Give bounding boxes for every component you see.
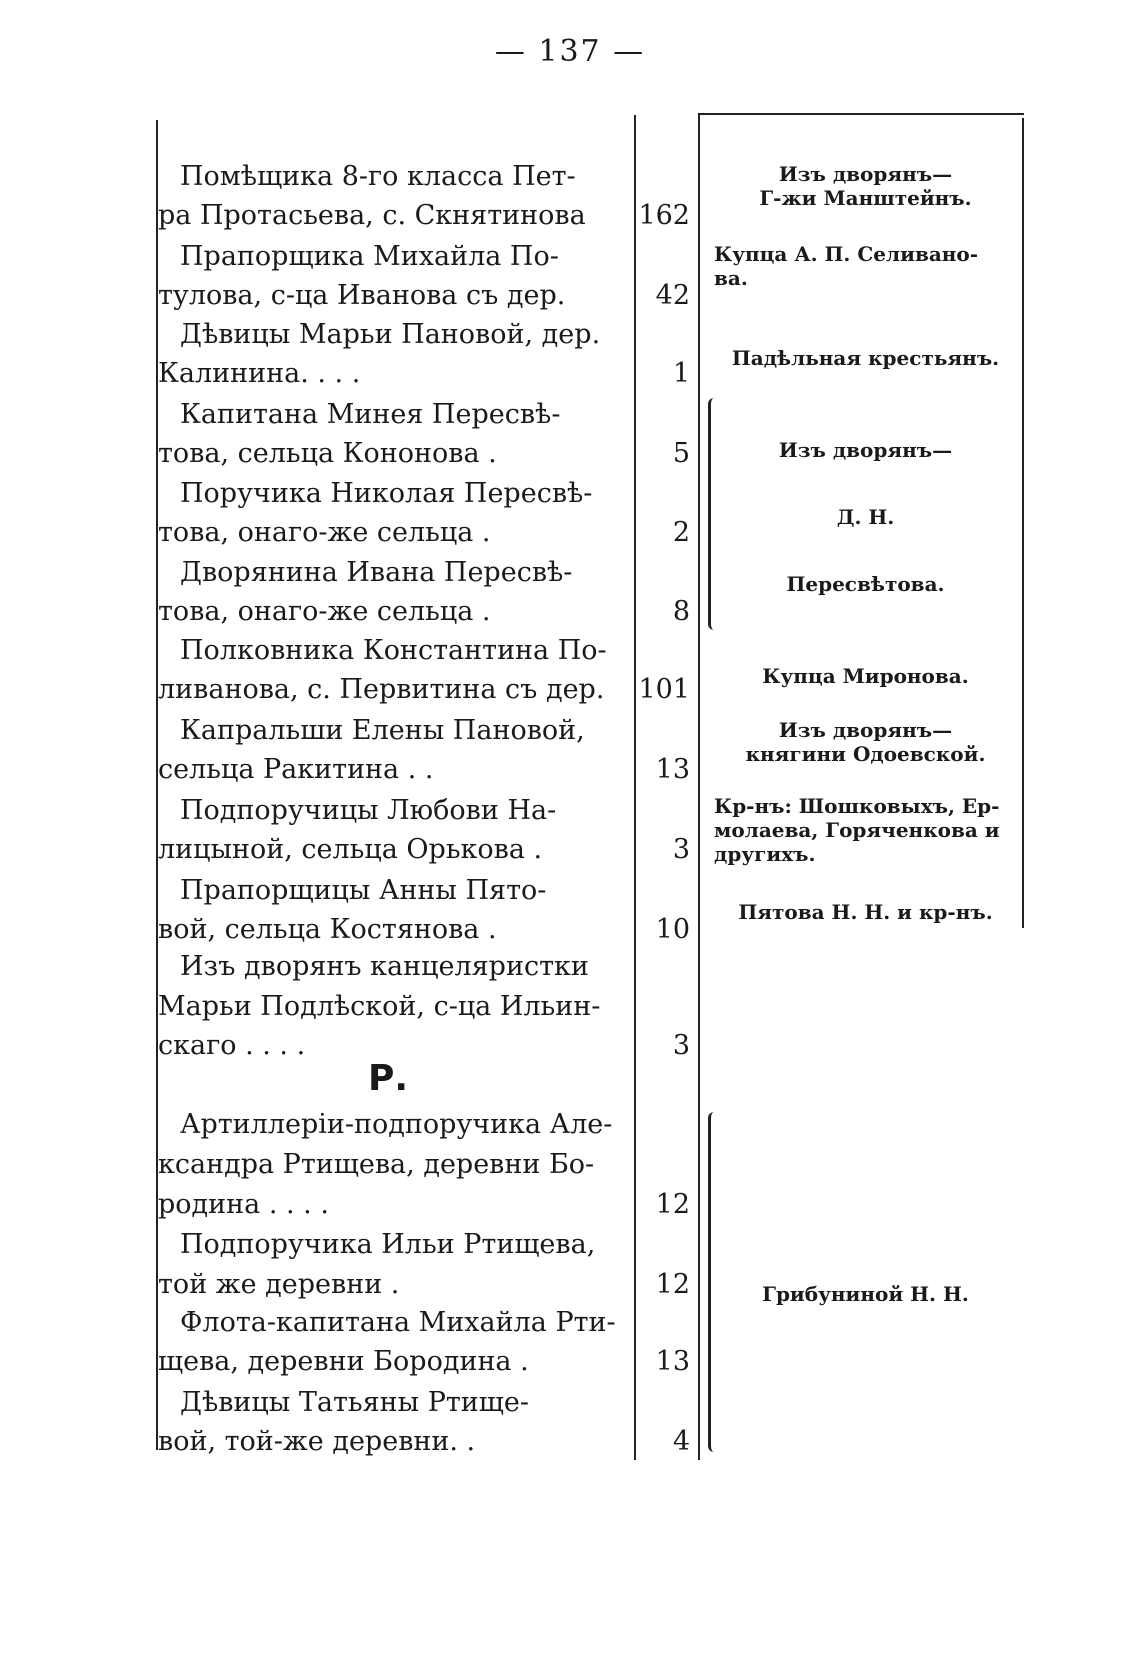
owner-note-line: Изъ дворянъ— xyxy=(778,162,953,186)
entry-count: 12 xyxy=(655,1269,690,1300)
entry-line: Подпоручицы Любови На- xyxy=(180,795,557,826)
entry-line: това, онаго-же сельца . xyxy=(158,596,491,627)
entry-line: Прапорщицы Анны Пято- xyxy=(180,875,547,906)
entry-line: вой, сельца Костянова . xyxy=(158,914,497,945)
entry-line: щева, деревни Бородина . xyxy=(158,1346,529,1377)
owner-note-line: Кр-нъ: Шошковыхъ, Ер- xyxy=(714,794,1000,818)
owner-note-line: Пересвѣтова. xyxy=(786,572,945,596)
owner-note-line: Изъ дворянъ— xyxy=(778,718,953,742)
entry-count: 1 xyxy=(672,358,690,389)
count-column-rule xyxy=(698,115,700,1460)
entry-line: родина . . . . xyxy=(158,1189,329,1220)
entry-line: Калинина. . . . xyxy=(158,358,361,389)
owner-note-line: Купца А. П. Селивано- xyxy=(714,242,979,266)
entry-count: 4 xyxy=(672,1426,690,1457)
entry-line: Дѣвицы Марьи Пановой, дер. xyxy=(180,319,601,350)
brace-peresvetov xyxy=(708,398,721,630)
owner-note xyxy=(708,1282,1023,1306)
owner-note-line: Д. Н. xyxy=(836,505,895,529)
entry-count: 2 xyxy=(672,517,690,548)
entry-count: 5 xyxy=(672,438,690,469)
entry-line: ра Протасьева, с. Скнятинова xyxy=(158,200,586,231)
entry-count: 13 xyxy=(655,1346,690,1377)
owner-note xyxy=(708,664,1023,688)
owner-note-line: Г-жи Манштейнъ. xyxy=(759,186,972,210)
entry-line: Артиллеріи-подпоручика Але- xyxy=(180,1109,613,1140)
entry-line: ксандра Ртищева, деревни Бо- xyxy=(158,1149,595,1180)
entry-line: вой, той-же деревни. . xyxy=(158,1426,476,1457)
entry-count: 8 xyxy=(672,596,690,627)
entry-count: 42 xyxy=(655,280,690,311)
entry-line: ливанова, с. Первитина съ дер. xyxy=(158,674,605,705)
entry-line: Изъ дворянъ канцеляристки xyxy=(180,951,589,982)
owner-note xyxy=(714,242,1029,290)
center-column-rule xyxy=(634,115,636,1460)
section-letter: Р. xyxy=(368,1058,409,1099)
owner-note-line: княгини Одоевской. xyxy=(745,742,986,766)
entry-line: Капитана Минея Пересвѣ- xyxy=(180,399,561,430)
entry-count: 12 xyxy=(655,1189,690,1220)
owner-note xyxy=(708,505,1023,529)
owner-note-line: Пятова Н. Н. и кр-нъ. xyxy=(738,900,993,924)
entry-count: 162 xyxy=(638,200,690,231)
entry-line: лицыной, сельца Орькова . xyxy=(158,834,543,865)
owner-note xyxy=(708,900,1023,924)
entry-count: 3 xyxy=(672,834,690,865)
owner-note-line: другихъ. xyxy=(714,842,816,866)
owner-note xyxy=(708,572,1023,596)
entry-line: това, сельца Кононова . xyxy=(158,438,497,469)
entry-line: Флота-капитана Михайла Рти- xyxy=(180,1307,616,1338)
entry-count: 10 xyxy=(655,914,690,945)
entry-count: 3 xyxy=(672,1030,690,1061)
owner-note xyxy=(714,794,1029,866)
entry-line: Капральши Елены Пановой, xyxy=(180,715,585,746)
brace-rtishchev xyxy=(708,1112,721,1452)
entry-count: 101 xyxy=(638,674,690,705)
owner-note-line: молаева, Горяченкова и xyxy=(714,818,1000,842)
top-rule xyxy=(698,113,1024,115)
entry-line: Марьи Подлѣской, с-ца Ильин- xyxy=(158,991,601,1022)
owner-note-line: Купца Миронова. xyxy=(762,664,969,688)
entry-line: сельца Ракитина . . xyxy=(158,754,434,785)
owner-note-line: ва. xyxy=(714,266,748,290)
entry-line: Помѣщика 8-го класса Пет- xyxy=(180,161,576,192)
owner-note xyxy=(708,438,1023,462)
entry-line: Поручика Николая Пересвѣ- xyxy=(180,478,593,509)
entry-line: Подпоручика Ильи Ртищева, xyxy=(180,1229,596,1260)
owner-note xyxy=(708,162,1023,210)
entry-line: тулова, с-ца Иванова съ дер. xyxy=(158,280,566,311)
owner-note xyxy=(708,346,1023,370)
entry-line: Полковника Константина По- xyxy=(180,635,607,666)
entry-line: скаго . . . . xyxy=(158,1030,306,1061)
owner-note-line: Грибуниной Н. Н. xyxy=(762,1282,969,1306)
page-number: — 137 — xyxy=(494,34,646,69)
owner-note xyxy=(708,718,1023,766)
entry-line: той же деревни . xyxy=(158,1269,400,1300)
entry-line: това, онаго-же сельца . xyxy=(158,517,491,548)
owner-note-line: Изъ дворянъ— xyxy=(778,438,953,462)
entry-line: Дѣвицы Татьяны Ртище- xyxy=(180,1387,530,1418)
entry-count: 13 xyxy=(655,754,690,785)
owner-note-line: Падѣльная крестьянъ. xyxy=(731,346,1000,370)
entry-line: Прапорщика Михайла По- xyxy=(180,241,559,272)
entry-line: Дворянина Ивана Пересвѣ- xyxy=(180,557,573,588)
